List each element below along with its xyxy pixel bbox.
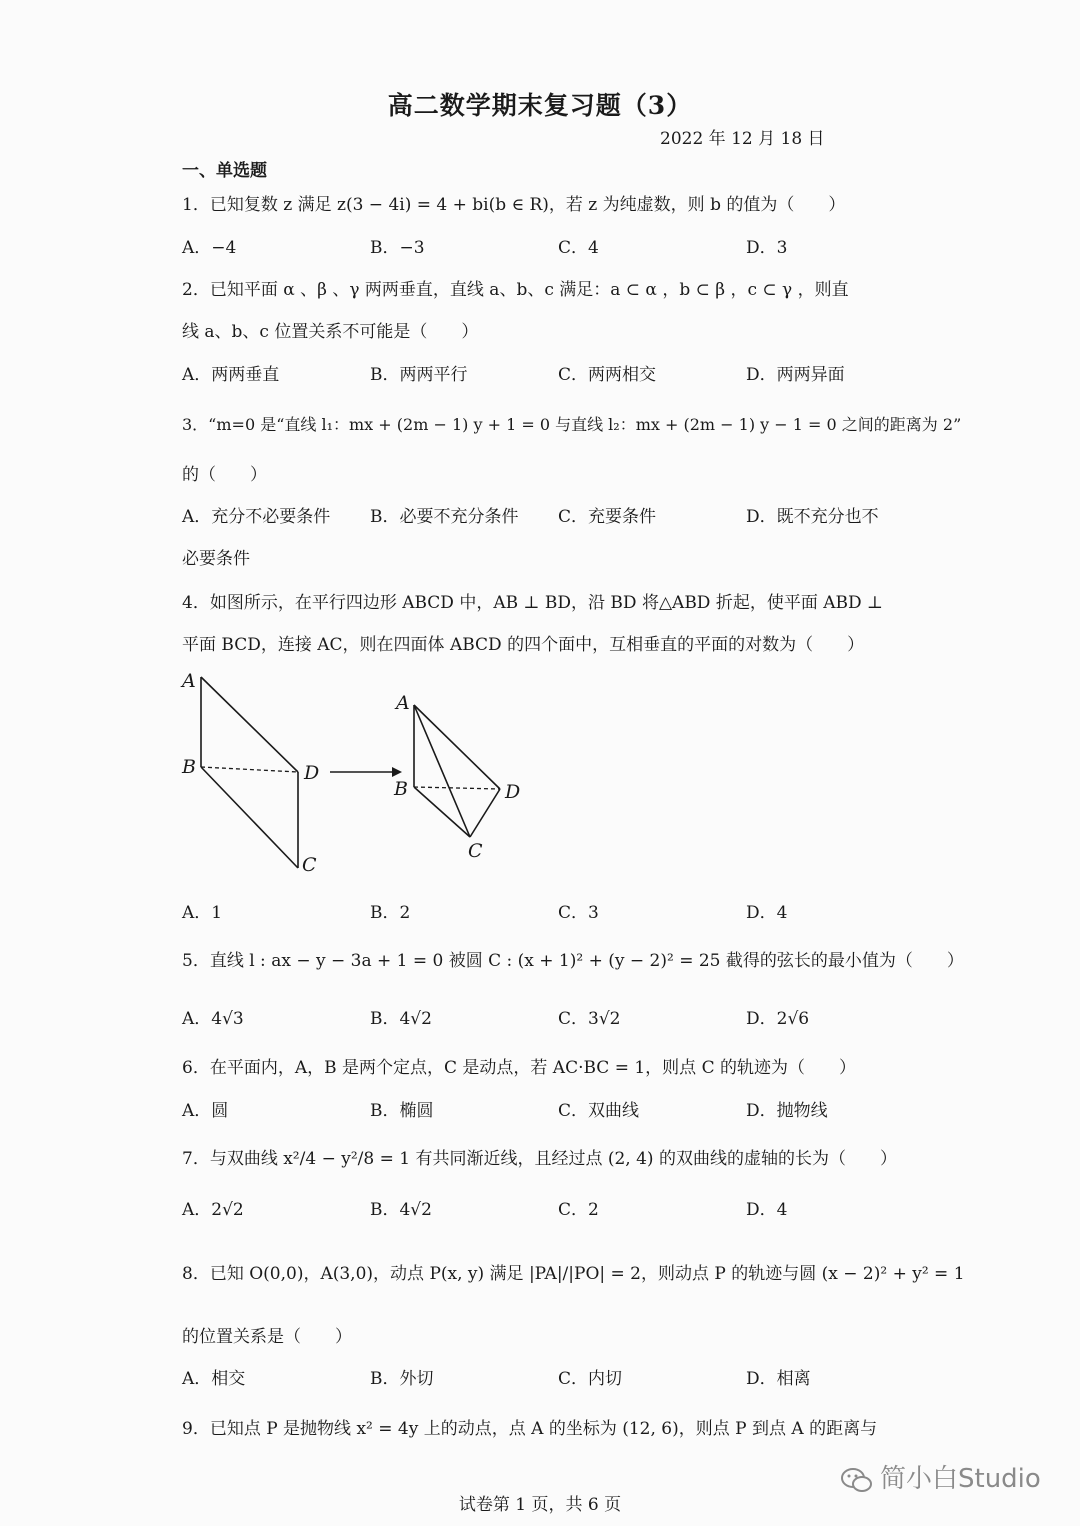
edge-bd-left xyxy=(201,767,298,772)
question-4-stem-cont: 平面 BCD，连接 AC，则在四面体 ABCD 的四个面中，互相垂直的平面的对数为（ ） xyxy=(182,635,865,655)
q4-option-a: A．1 xyxy=(182,903,223,923)
q6-option-a: A．圆 xyxy=(182,1101,229,1121)
edge-ad-right xyxy=(414,705,500,789)
q5-option-c: C．3√2 xyxy=(558,1009,621,1029)
question-7-stem: 7．与双曲线 x²/4 − y²/8 = 1 有共同渐近线，且经过点 (2, 4) 的双曲线的虚轴的长为（ ） xyxy=(182,1149,897,1169)
watermark-text: 简小白Studio xyxy=(880,1464,1041,1494)
q3-option-d: D．既不充分也不 xyxy=(746,507,879,527)
q8-option-b: B．外切 xyxy=(370,1369,434,1389)
q8-option-a: A．相交 xyxy=(182,1369,246,1389)
q5-option-a: A．4√3 xyxy=(182,1009,244,1029)
question-1-stem: 1．已知复数 z 满足 z(3 − 4i) = 4 + bi(b ∈ R)，若 z 为纯虚数，则 b 的值为（ ） xyxy=(182,195,846,215)
label-d-right: D xyxy=(505,781,521,803)
watermark xyxy=(840,1458,1041,1495)
q7-option-d: D．4 xyxy=(746,1200,788,1220)
page-title: 高二数学期末复习题（3） xyxy=(387,91,693,120)
question-3-stem: 3．“m=0 是“直线 l₁：mx + (2m − 1) y + 1 = 0 与直线 l₂：mx + (2m − 1) y − 1 = 0 之间的距离为 2” xyxy=(182,415,962,434)
q3-option-d-cont: 必要条件 xyxy=(182,549,250,569)
q7-option-c: C．2 xyxy=(558,1200,599,1220)
label-c-right: C xyxy=(468,840,483,862)
edge-ac-right xyxy=(414,705,470,837)
question-2-stem-cont: 线 a、b、c 位置关系不可能是（ ） xyxy=(182,322,479,342)
label-b-right: B xyxy=(394,778,408,800)
question-5-stem: 5．直线 l : ax − y − 3a + 1 = 0 被圆 C : (x + 1)² + (y − 2)² = 25 截得的弦长的最小值为（ ） xyxy=(182,951,964,971)
q1-option-a: A．−4 xyxy=(182,238,237,258)
section-heading: 一、单选题 xyxy=(182,161,267,181)
q1-option-d: D．3 xyxy=(746,238,788,258)
label-c-left: C xyxy=(302,854,317,876)
fold-figure xyxy=(170,665,550,885)
exam-date: 2022 年 12 月 18 日 xyxy=(660,129,825,149)
q7-option-a: A．2√2 xyxy=(182,1200,244,1220)
q2-option-d: D．两两异面 xyxy=(746,365,845,385)
q2-option-b: B．两两平行 xyxy=(370,365,468,385)
edge-ad-left xyxy=(201,677,298,772)
q4-option-c: C．3 xyxy=(558,903,599,923)
page-footer: 试卷第 1 页，共 6 页 xyxy=(458,1495,622,1515)
label-d-left: D xyxy=(304,762,320,784)
question-4-stem: 4．如图所示，在平行四边形 ABCD 中，AB ⊥ BD，沿 BD 将△ABD 折起，使平面 ABD ⊥ xyxy=(182,593,884,613)
q8-option-c: C．内切 xyxy=(558,1369,623,1389)
q5-option-d: D．2√6 xyxy=(746,1009,810,1029)
q6-option-d: D．抛物线 xyxy=(746,1101,828,1121)
edge-dc-right xyxy=(470,789,500,837)
question-8-stem-cont: 的位置关系是（ ） xyxy=(182,1327,352,1347)
q8-option-d: D．相离 xyxy=(746,1369,811,1389)
q1-option-b: B．−3 xyxy=(370,238,425,258)
q4-option-d: D．4 xyxy=(746,903,788,923)
edge-bd-right xyxy=(414,787,500,789)
q6-option-c: C．双曲线 xyxy=(558,1101,640,1121)
question-8-stem: 8．已知 O(0,0)，A(3,0)，动点 P(x, y) 满足 |PA|/|PO| = 2，则动点 P 的轨迹与圆 (x − 2)² + y² = 1 xyxy=(182,1264,965,1284)
q2-option-a: A．两两垂直 xyxy=(182,365,280,385)
q3-option-a: A．充分不必要条件 xyxy=(182,507,331,527)
label-a-right: A xyxy=(396,692,410,714)
q7-option-b: B．4√2 xyxy=(370,1200,432,1220)
question-6-stem: 6．在平面内，A，B 是两个定点，C 是动点，若 AC·BC = 1，则点 C 的轨迹为（ ） xyxy=(182,1058,856,1078)
q1-option-c: C．4 xyxy=(558,238,599,258)
fold-arrow-head xyxy=(392,767,402,777)
edge-bc-right xyxy=(414,787,470,837)
q5-option-b: B．4√2 xyxy=(370,1009,432,1029)
label-a-left: A xyxy=(182,670,196,692)
question-2-stem: 2．已知平面 α 、β 、γ 两两垂直，直线 a、b、c 满足：a ⊂ α ，b ⊂ β ，c ⊂ γ ，则直 xyxy=(182,280,849,300)
question-3-stem-cont: 的（ ） xyxy=(182,465,267,485)
q6-option-b: B．椭圆 xyxy=(370,1101,434,1121)
q4-option-b: B．2 xyxy=(370,903,411,923)
wechat-icon xyxy=(840,1466,874,1494)
question-9-stem: 9．已知点 P 是抛物线 x² = 4y 上的动点，点 A 的坐标为 (12, 6)，则点 P 到点 A 的距离与 xyxy=(182,1419,878,1439)
q3-option-b: B．必要不充分条件 xyxy=(370,507,519,527)
q2-option-c: C．两两相交 xyxy=(558,365,657,385)
label-b-left: B xyxy=(182,756,196,778)
edge-bc-left xyxy=(201,767,298,868)
q3-option-c: C．充要条件 xyxy=(558,507,657,527)
